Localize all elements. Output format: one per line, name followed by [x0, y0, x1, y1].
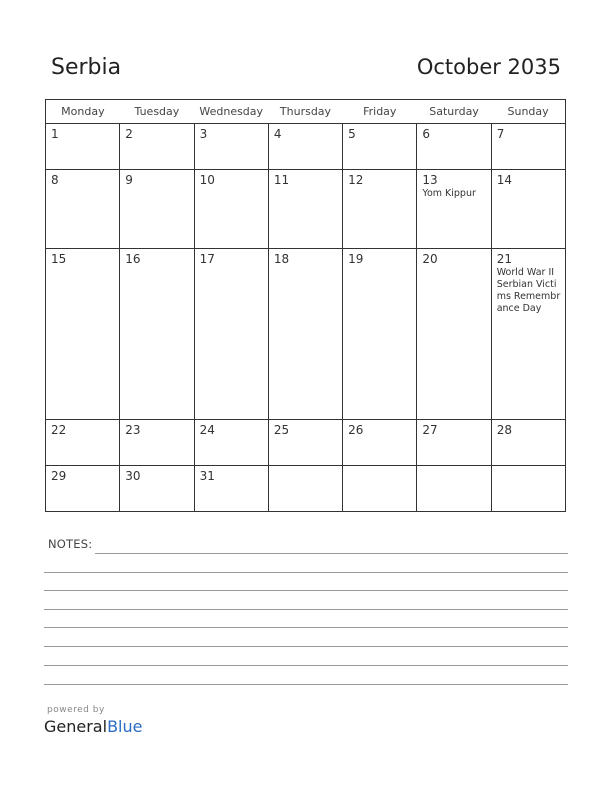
- day-cell: [46, 124, 120, 170]
- weekday-thursday: Thursday: [268, 100, 342, 124]
- day-number: 23: [125, 423, 141, 438]
- day-number: 2: [125, 127, 133, 141]
- day-cell: [417, 466, 491, 512]
- week-row: [46, 420, 566, 466]
- day-number: 16: [125, 252, 141, 267]
- day-cell: [120, 249, 194, 420]
- day-number: [492, 466, 565, 469]
- day-number: 31: [199, 469, 215, 484]
- weekday-sunday: Sunday: [491, 100, 565, 124]
- day-number: 12: [348, 172, 364, 187]
- notes-line: [95, 553, 568, 554]
- day-cell: [194, 169, 268, 248]
- day-number: 3: [199, 127, 208, 141]
- weekday-monday: Monday: [46, 100, 120, 124]
- day-number: 7: [496, 127, 505, 141]
- day-cell: [343, 124, 417, 170]
- notes-label: NOTES:: [48, 537, 93, 551]
- day-number: 30: [125, 469, 141, 484]
- weekday-tuesday: Tuesday: [120, 100, 194, 124]
- day-cell: [343, 249, 417, 420]
- day-number: 28: [496, 423, 512, 438]
- day-cell: [268, 420, 342, 466]
- day-number: 11: [273, 172, 290, 187]
- day-cell: [268, 466, 342, 512]
- day-cell: [417, 124, 491, 170]
- day-cell: [417, 420, 491, 466]
- day-cell: [491, 249, 565, 420]
- weekday-header-row: [46, 100, 566, 124]
- day-number: 25: [273, 423, 290, 438]
- notes-line: [44, 646, 568, 647]
- day-cell: [46, 169, 120, 248]
- day-number: 8: [51, 172, 59, 187]
- day-number: 29: [51, 469, 67, 484]
- day-number: 15: [51, 252, 67, 267]
- week-row: [46, 169, 566, 248]
- day-number: 20: [422, 252, 438, 267]
- week-row: [46, 124, 566, 170]
- day-cell: [194, 124, 268, 170]
- day-cell: [194, 420, 268, 466]
- day-number: 24: [199, 423, 215, 438]
- day-number: [269, 466, 342, 469]
- brand-blue: Blue: [107, 717, 143, 736]
- powered-by-text: powered by: [47, 705, 105, 715]
- day-cell: [268, 169, 342, 248]
- day-cell: [268, 249, 342, 420]
- day-number: 26: [348, 423, 364, 438]
- day-number: 5: [348, 127, 356, 141]
- day-number: 18: [273, 252, 290, 267]
- day-cell: [268, 124, 342, 170]
- day-number: [343, 466, 416, 469]
- day-cell: [46, 466, 120, 512]
- day-cell: [417, 249, 491, 420]
- day-cell: [343, 169, 417, 248]
- day-number: 4: [273, 127, 282, 141]
- day-number: 17: [199, 252, 215, 267]
- country-title: Serbia: [51, 55, 122, 80]
- day-cell: [46, 420, 120, 466]
- week-row: [46, 249, 566, 420]
- day-number: 22: [51, 423, 67, 438]
- notes-line: [44, 609, 568, 610]
- day-number: 9: [125, 172, 133, 187]
- notes-line: [44, 684, 568, 685]
- day-cell: [491, 124, 565, 170]
- notes-line: [44, 590, 568, 591]
- day-cell: [491, 466, 565, 512]
- day-cell: [417, 169, 491, 248]
- day-cell: [194, 249, 268, 420]
- day-cell: [120, 124, 194, 170]
- day-number: [417, 466, 490, 469]
- notes-line: [44, 572, 568, 573]
- weekday-saturday: Saturday: [417, 100, 491, 124]
- day-number: 19: [348, 252, 364, 267]
- month-year-title: October 2035: [416, 55, 561, 79]
- day-number: 21: [496, 252, 512, 267]
- day-number: 6: [422, 127, 431, 141]
- day-cell: [120, 420, 194, 466]
- day-cell: [491, 169, 565, 248]
- day-cell: [46, 249, 120, 420]
- day-number: 13: [422, 172, 438, 187]
- day-number: 14: [496, 172, 512, 187]
- day-number: 27: [422, 423, 438, 438]
- day-cell: [343, 466, 417, 512]
- day-cell: [120, 466, 194, 512]
- day-cell: [343, 420, 417, 466]
- day-cell: [491, 420, 565, 466]
- weekday-wednesday: Wednesday: [194, 100, 268, 124]
- weekday-friday: Friday: [343, 100, 417, 124]
- day-number: 1: [51, 127, 59, 141]
- calendar-grid: [45, 99, 566, 512]
- holiday-label: Yom Kippur: [422, 187, 476, 199]
- holiday-label: World War II Serbian Victims Remembrance Day: [496, 267, 561, 315]
- week-row: [46, 466, 566, 512]
- day-number: 10: [199, 172, 215, 187]
- notes-line: [44, 627, 568, 628]
- day-cell: [194, 466, 268, 512]
- brand-general: General: [44, 717, 108, 736]
- day-cell: [120, 169, 194, 248]
- brand-logo: [44, 717, 142, 736]
- notes-line: [44, 665, 568, 666]
